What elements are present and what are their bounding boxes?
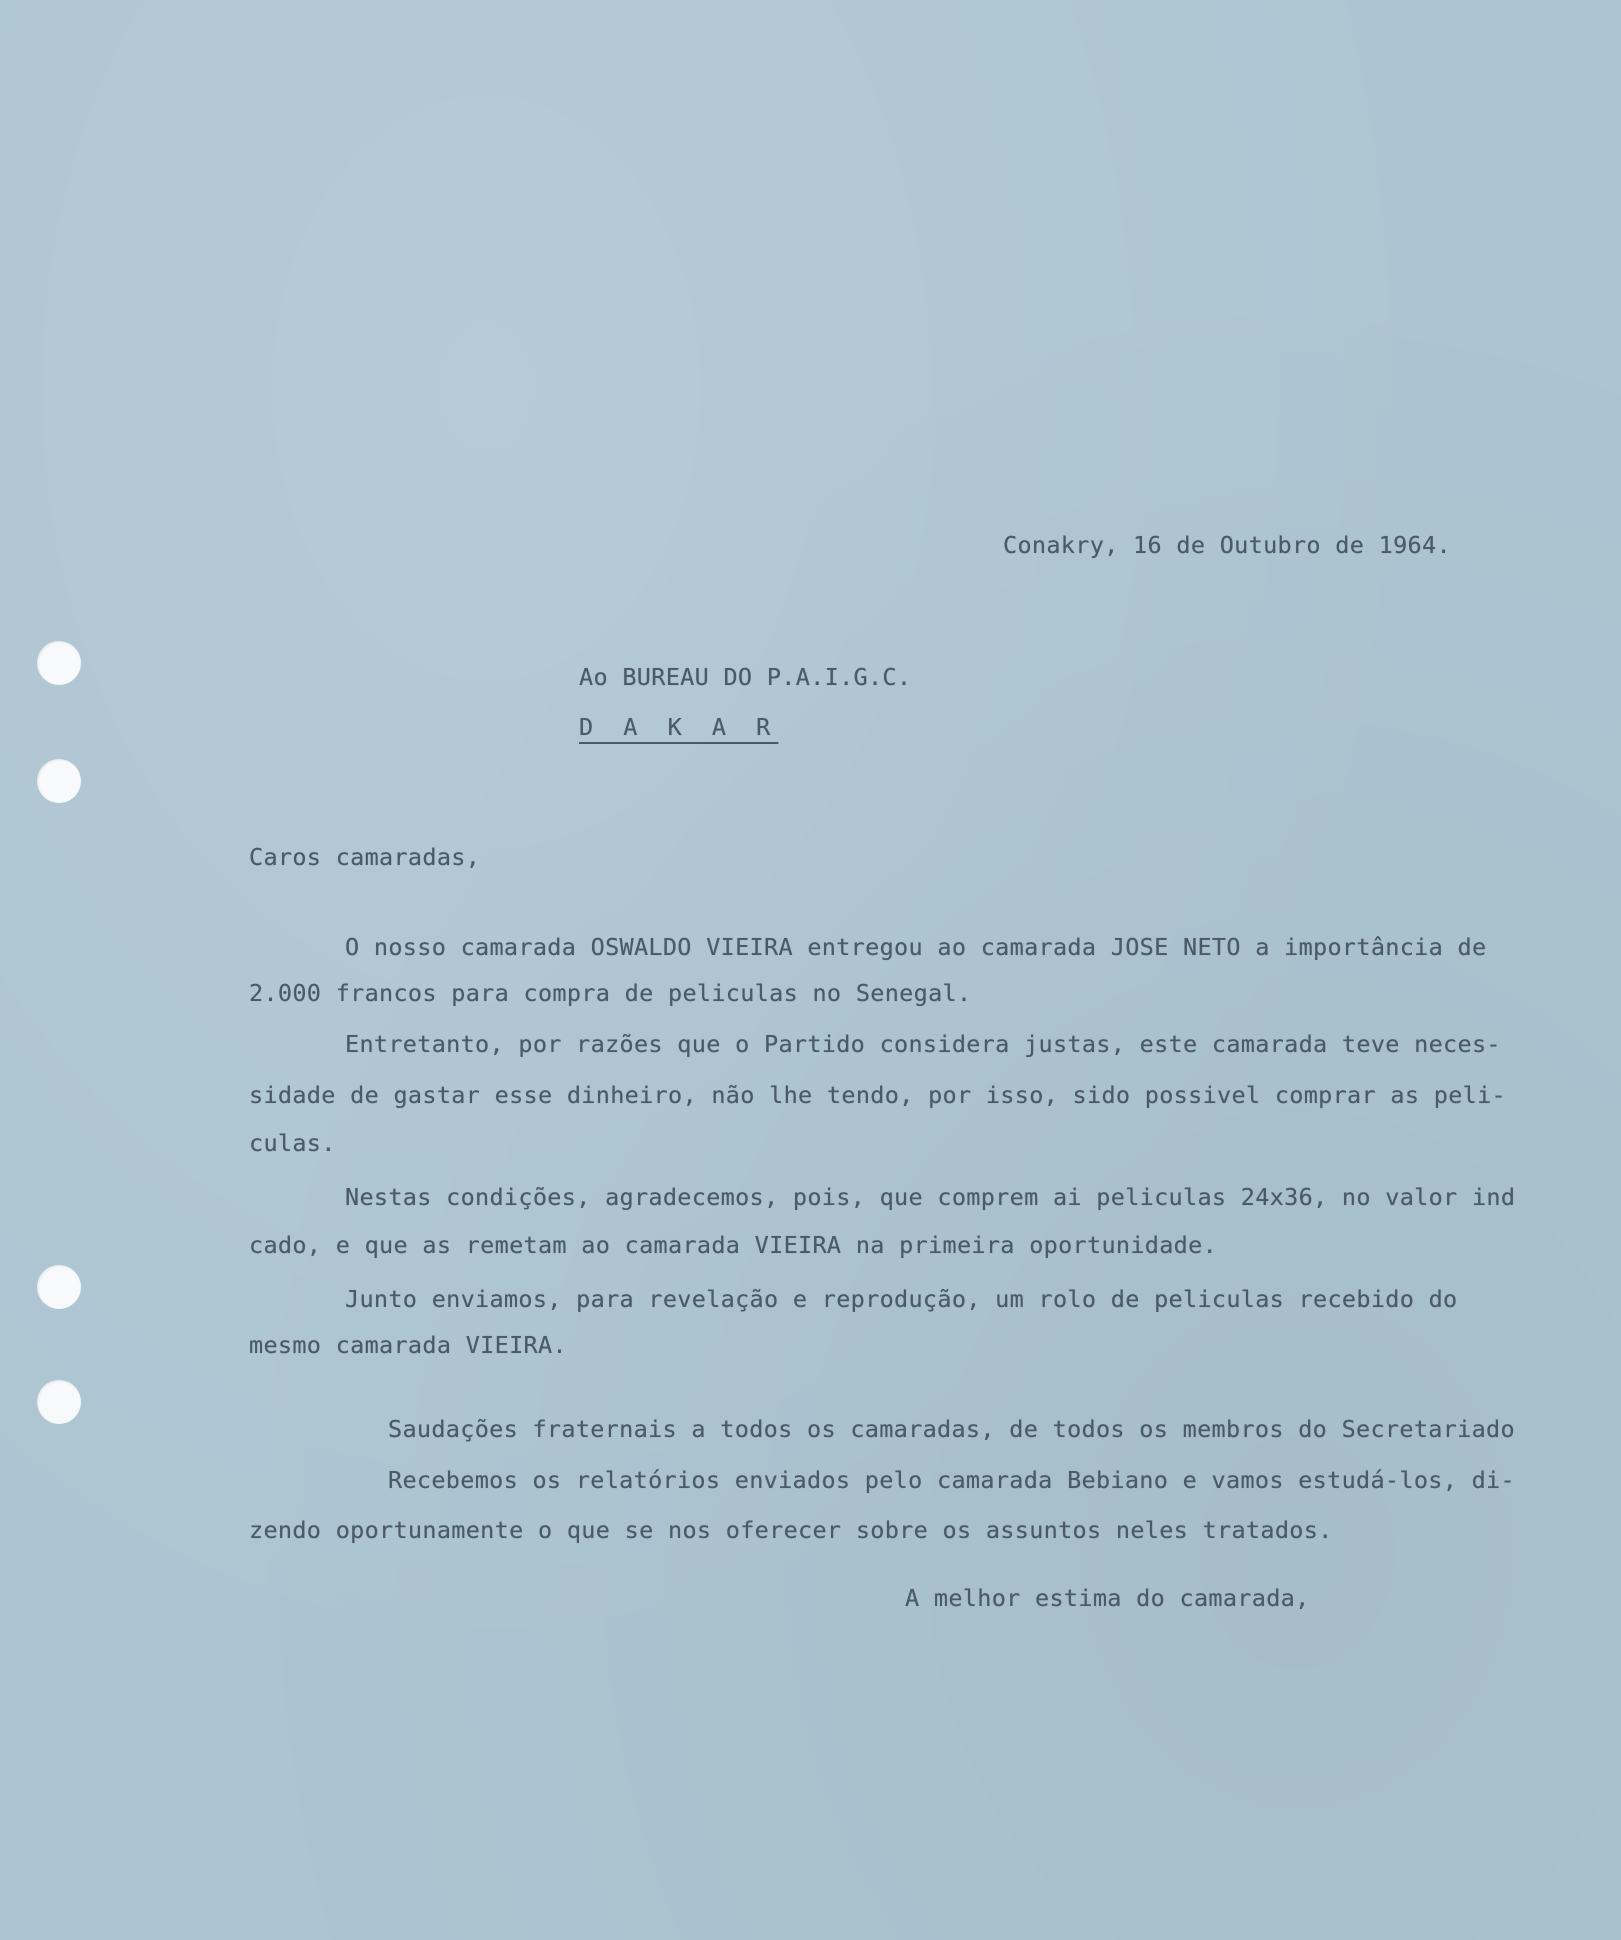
- addressee-city: D A K A R: [579, 713, 779, 741]
- salutation: Caros camaradas,: [249, 843, 481, 871]
- body-line: cado, e que as remetam ao camarada VIEIRA na primeira oportunidade.: [249, 1231, 1218, 1259]
- punch-hole: [37, 1265, 81, 1309]
- closing-line: Recebemos os relatórios enviados pelo camarada Bebiano e vamos estudá-los, di-: [388, 1466, 1515, 1494]
- place-date: Conakry, 16 de Outubro de 1964.: [1003, 531, 1451, 559]
- body-line: sidade de gastar esse dinheiro, não lhe tendo, por isso, sido possivel comprar as peli-: [249, 1081, 1506, 1109]
- body-line: Junto enviamos, para revelação e reprodução, um rolo de peliculas recebido do: [345, 1285, 1458, 1313]
- body-line: 2.000 francos para compra de peliculas no Senegal.: [249, 979, 972, 1007]
- addressee-line: Ao BUREAU DO P.A.I.G.C.: [579, 663, 912, 691]
- punch-hole: [37, 759, 81, 803]
- body-line: culas.: [249, 1129, 336, 1157]
- body-line: Entretanto, por razões que o Partido considera justas, este camarada teve neces-: [345, 1030, 1501, 1058]
- body-line: mesmo camarada VIEIRA.: [249, 1331, 567, 1359]
- body-line: O nosso camarada OSWALDO VIEIRA entregou ao camarada JOSE NETO a importância de: [345, 933, 1487, 961]
- signoff: A melhor estima do camarada,: [905, 1584, 1310, 1612]
- closing-line: Saudações fraternais a todos os camaradas, de todos os membros do Secretariado: [388, 1415, 1515, 1443]
- punch-hole: [37, 1380, 81, 1424]
- closing-line: zendo oportunamente o que se nos oferecer sobre os assuntos neles tratados.: [249, 1516, 1333, 1544]
- punch-hole: [37, 641, 81, 685]
- body-line: Nestas condições, agradecemos, pois, que comprem ai peliculas 24x36, no valor ind: [345, 1183, 1516, 1211]
